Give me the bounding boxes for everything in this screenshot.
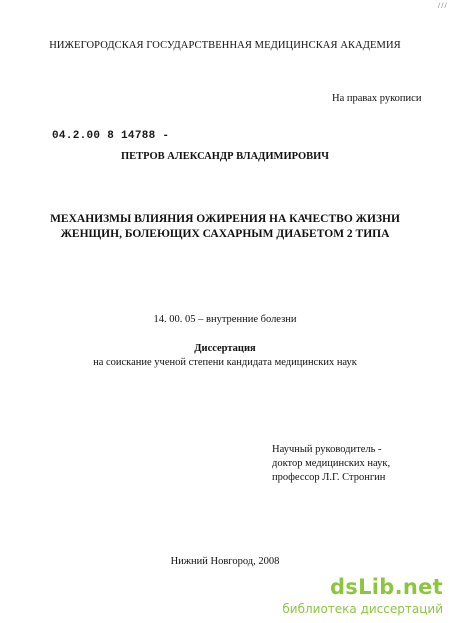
dslib-watermark	[277, 575, 447, 621]
registry-number-stamp: 04.2.00 8 14788 -	[52, 130, 170, 142]
degree-statement: на соискание ученой степени кандидата медицинских наук	[93, 357, 357, 368]
document-type: Диссертация	[194, 343, 256, 354]
manuscript-rights-note: На правах рукописи	[332, 93, 422, 104]
watermark-logo: dsLib.net	[329, 575, 443, 599]
supervisor-block	[272, 443, 390, 485]
author-name: ПЕТРОВ АЛЕКСАНДР ВЛАДИМИРОВИЧ	[120, 151, 330, 162]
corner-mark: ///	[438, 1, 448, 10]
supervisor-line-2: доктор медицинских наук,	[272, 458, 391, 469]
dissertation-title	[0, 212, 450, 242]
title-line-1: МЕХАНИЗМЫ ВЛИЯНИЯ ОЖИРЕНИЯ НА КАЧЕСТВО ЖИЗНИ	[50, 213, 400, 225]
title-line-2: ЖЕНЩИН, БОЛЕЮЩИХ САХАРНЫМ ДИАБЕТОМ 2 ТИПА	[60, 228, 390, 240]
supervisor-line-1: Научный руководитель -	[272, 444, 382, 455]
supervisor-line-3: профессор Л.Г. Стронгин	[272, 472, 386, 483]
specialty-code: 14. 00. 05 – внутренние болезни	[153, 314, 297, 325]
watermark-subtitle: библиотека диссертаций	[282, 602, 443, 616]
city-year: Нижний Новгород, 2008	[170, 556, 280, 567]
institution-name: НИЖЕГОРОДСКАЯ ГОСУДАРСТВЕННАЯ МЕДИЦИНСКАЯ АКАДЕМИЯ	[49, 40, 401, 51]
